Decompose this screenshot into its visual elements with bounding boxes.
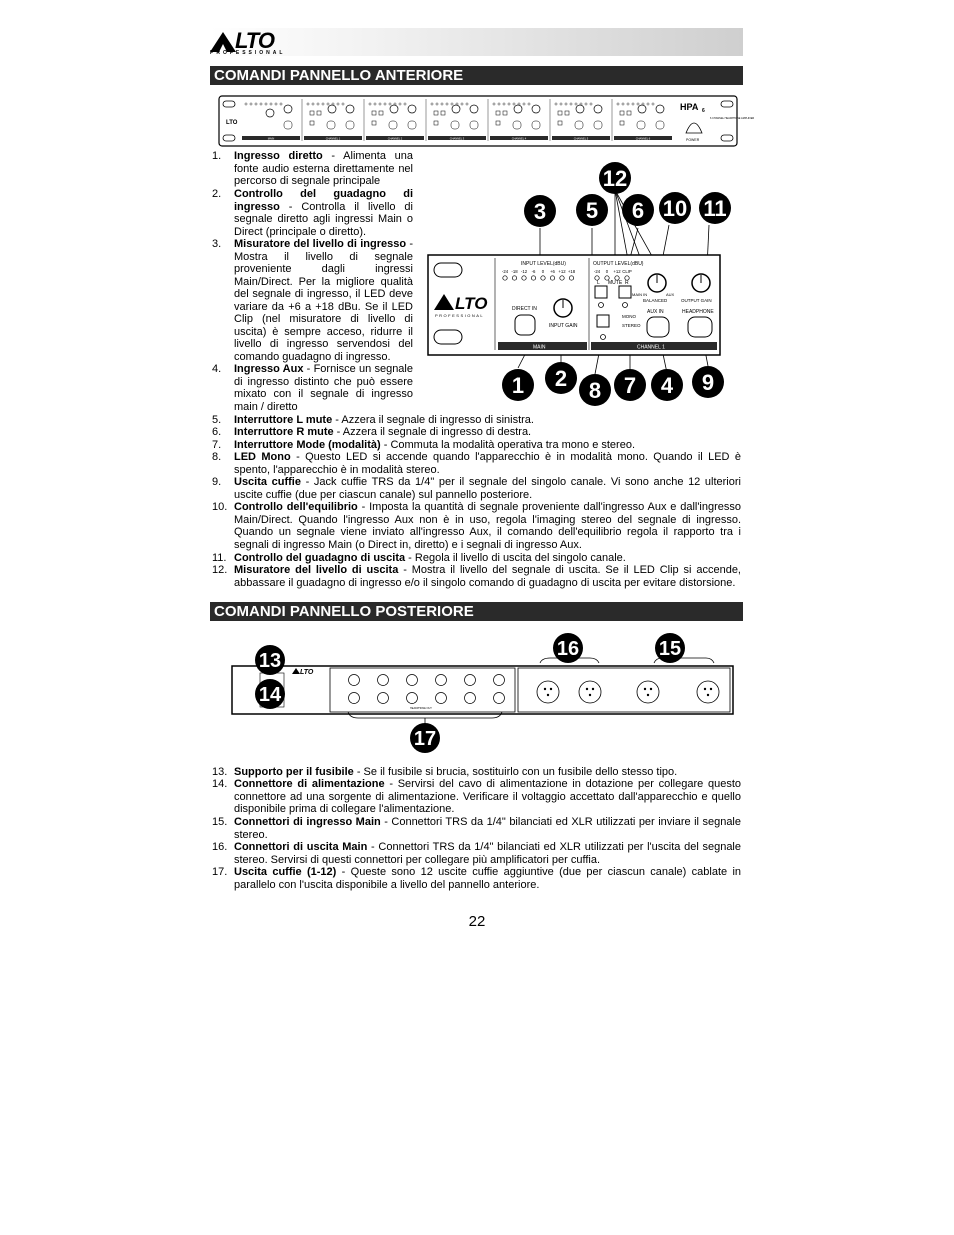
item-number: 2. (212, 188, 222, 200)
item-number: 9. (212, 476, 222, 488)
input-gain-label: INPUT GAIN (549, 323, 578, 329)
front-section-title: COMANDI PANNELLO ANTERIORE (210, 66, 743, 85)
item-number: 14. (212, 778, 228, 790)
front-model-sub: 6 (702, 108, 705, 114)
front-side-text: 6 CHANNEL HEADPHONE AMPLIFIER (710, 117, 755, 120)
stereo-label: STEREO (622, 323, 641, 328)
rear-panel-figure (230, 632, 735, 767)
svg-text:LTO: LTO (300, 669, 314, 676)
item-title: Connettori di uscita Main (234, 841, 368, 853)
mute-label: MUTE (608, 280, 623, 286)
callout-number: 2 (554, 366, 568, 391)
item-text (234, 501, 741, 551)
item-number: 1. (212, 150, 222, 162)
logo-triangle-icon (210, 32, 236, 52)
front-channel-label: CHANNEL 3 (449, 137, 465, 141)
item-description: - Imposta la quantità di segnale proveniente dall'ingresso Aux e dall'ingresso Main/Direct. Quando l'ingresso Aux non è in uso, regola l'imaging stereo del segnale di ingresso. Quando un segnale viene inviato all'ingresso Aux, il comando dell'equilibrio regola il rapporto tra i segnali di ingresso Main (o Direct in, diretto) e i segnali di ingresso Aux. (234, 501, 742, 551)
item-title: Ingresso Aux (234, 363, 304, 375)
item-number: 5. (212, 414, 222, 426)
front-channel-label: CHANNEL 2 (387, 137, 403, 141)
item-title: Controllo dell'equilibrio (234, 501, 358, 513)
item-text (234, 841, 741, 866)
item-title: Misuratore del livello di ingresso (234, 238, 407, 250)
item-description: - Azzera il segnale di ingresso di destra. (333, 426, 532, 438)
logo-sub: PROFESSIONAL (210, 50, 286, 56)
item-number: 7. (212, 439, 222, 451)
item-text (234, 414, 741, 427)
callout-number: 13 (258, 650, 282, 672)
detail-panel-figure (425, 160, 745, 410)
item-description: - Fornisce un segnale di ingresso distinto che può essere mixato con il segnale di ingresso main / diretto (234, 363, 413, 413)
item-description: - Mostra il livello di segnale proveniente dagli ingressi Main/Direct. Per la migliore qualità del segnale di ingresso, il LED deve variare da +6 a +18 dBu. Se il LED Clip (nel misuratore di livello di uscita) è sempre acceso, ridurre il livello di ingresso servendosi del comando guadagno di ingresso. (234, 238, 413, 363)
item-title: Uscita cuffie (1-12) (234, 866, 337, 878)
item-text (234, 451, 741, 476)
output-tick-label: -24 (593, 269, 601, 274)
item-text (234, 238, 413, 363)
callout-number: 15 (658, 638, 682, 660)
item-description: - Alimenta una fonte audio esterna direttamente nel percorso di segnale principale (234, 150, 413, 187)
item-title: Connettori di ingresso Main (234, 816, 381, 828)
item-title: Interruttore R mute (234, 426, 334, 438)
item-title: LED Mono (234, 451, 291, 463)
header-bar (210, 28, 743, 56)
front-model-label: HPA (680, 102, 699, 112)
callout-number: 17 (413, 728, 437, 750)
svg-text:PROFESSIONAL: PROFESSIONAL (435, 313, 485, 318)
output-tick-label: +12 (613, 269, 621, 274)
channel-label: CHANNEL 1 (637, 344, 665, 351)
item-text (234, 426, 741, 439)
item-description: - Regola il livello di uscita del singolo canale. (405, 552, 626, 564)
item-number: 6. (212, 426, 222, 438)
callout-number: 4 (660, 373, 674, 398)
item-number: 12. (212, 564, 228, 576)
page-number: 22 (468, 913, 486, 930)
item-description: - Se il fusibile si brucia, sostituirlo con un fusibile dello stesso tipo. (353, 766, 678, 778)
item-number: 10. (212, 501, 228, 513)
callout-number: 8 (588, 378, 602, 403)
item-description: - Questo LED si accende quando l'apparecchio è in modalità mono. Quando il LED è spento, l'apparecchio è in modalità stereo. (234, 451, 741, 476)
callout-number: 9 (701, 370, 715, 395)
main-label: MAIN (533, 344, 546, 351)
item-number: 4. (212, 363, 222, 375)
item-title: Interruttore L mute (234, 414, 333, 426)
output-tick-label: 0 (605, 269, 609, 274)
item-text (234, 778, 741, 816)
callout-number: 10 (662, 196, 688, 221)
callout-number: 12 (602, 166, 628, 191)
rear-section-title: COMANDI PANNELLO POSTERIORE (210, 602, 743, 621)
item-description: - Jack cuffie TRS da 1/4" per il segnale del singolo canale. Vi sono anche 12 ulteriori uscite cuffie (due per ciascun canale) sul pannello posteriore. (234, 476, 741, 501)
item-description: - Azzera il segnale di ingresso di sinistra. (332, 414, 534, 426)
item-text (234, 363, 413, 413)
front-panel-figure (218, 95, 755, 147)
item-text (234, 476, 741, 501)
item-description: - Connettori TRS da 1/4" bilanciati ed XLR utilizzati per inviare il segnale stereo. (234, 816, 741, 841)
callout-number: 5 (585, 198, 599, 223)
front-channel-label: MAIN (267, 137, 275, 141)
item-text (234, 866, 741, 891)
item-description: - Commuta la modalità operativa tra mono e stereo. (380, 439, 636, 451)
callout-number: 1 (511, 373, 525, 398)
item-title: Supporto per il fusibile (234, 766, 354, 778)
front-channel-label: CHANNEL 4 (511, 137, 527, 141)
item-text (234, 150, 413, 188)
item-text (234, 766, 741, 779)
input-tick-label: -24 (501, 269, 509, 274)
mono-label: MONO (622, 314, 636, 319)
output-gain-label: OUTPUT GAIN (681, 298, 712, 303)
item-number: 16. (212, 841, 228, 853)
l-mute-label: L (597, 280, 600, 286)
item-text (234, 439, 741, 452)
main-in-label: MAIN IN (632, 292, 648, 297)
item-title: Connettore di alimentazione (234, 778, 385, 790)
rear-headphone-out-label: HEADPHONE OUT (410, 707, 432, 710)
item-title: Controllo del guadagno di ingresso (234, 188, 413, 213)
item-number: 3. (212, 238, 222, 250)
item-description: - Queste sono 12 uscite cuffie aggiuntive (due per ciascun canale) cablate in parallelo con l'uscita disponibile a livello del pannello anteriore. (234, 866, 742, 891)
item-number: 11. (212, 552, 227, 564)
svg-text:LTO: LTO (455, 294, 488, 313)
input-level-label: INPUT LEVEL(dBU) (521, 261, 566, 267)
direct-in-label[interactable]: DIRECT IN (512, 306, 537, 312)
alto-logo (210, 30, 300, 56)
balanced-label: BALANCED (643, 298, 668, 303)
callout-number: 16 (556, 638, 580, 660)
item-text (234, 816, 741, 841)
r-mute-label: R (625, 280, 629, 286)
input-tick-label: +6 (550, 269, 555, 274)
item-number: 8. (212, 451, 222, 463)
output-tick-label: CLIP (622, 269, 632, 274)
item-title: Uscita cuffie (234, 476, 301, 488)
item-title: Misuratore del livello di uscita (234, 564, 399, 576)
item-text (234, 188, 413, 238)
input-tick-label: +18 (567, 269, 576, 274)
input-tick-label: -6 (531, 269, 536, 274)
front-channel-label: CHANNEL 6 (635, 137, 651, 141)
aux-in-label: AUX IN (647, 309, 664, 315)
item-title: Ingresso diretto (234, 150, 323, 162)
item-title: Controllo del guadagno di uscita (234, 552, 406, 564)
front-channel-label: CHANNEL 1 (325, 137, 341, 141)
callout-number: 14 (258, 684, 282, 706)
l-mute-switch[interactable] (595, 286, 607, 298)
front-brand-small: LTO (226, 120, 238, 126)
mode-switch[interactable] (597, 315, 609, 327)
item-description: - Controlla il livello di segnale diretto agli ingressi Main o Direct (principale o diretto). (234, 200, 413, 238)
logo-word: LTO (235, 28, 274, 53)
item-number: 13. (212, 766, 228, 778)
item-description: - Mostra il livello del segnale di uscita. Se il LED Clip si accende, abbassare il guadagno di ingresso e/o il singolo comando di guadagno di uscita per evitare distorsione. (234, 564, 741, 589)
callout-number: 11 (703, 196, 727, 221)
callout-number: 3 (533, 199, 547, 224)
front-channel-label: CHANNEL 5 (573, 137, 589, 141)
item-number: 17. (212, 866, 228, 878)
item-number: 15. (212, 816, 228, 828)
front-power-label: POWER (686, 138, 700, 142)
callout-number: 6 (631, 198, 645, 223)
item-description: - Servirsi del cavo di alimentazione in dotazione per collegare questo connettore ad una sorgente di alimentazione. Verificare il voltaggio accettato dall'apparecchio e quello disponibile prima di collegare l'alimentazione. (234, 778, 741, 815)
input-tick-label: -18 (511, 269, 518, 274)
item-description: - Connettori TRS da 1/4" bilanciati ed XLR utilizzati per l'uscita del segnale stereo. Servirsi di questi connettori per collegare più amplificatori per cuffia. (234, 841, 741, 866)
headphone-label: HEADPHONE (682, 309, 714, 315)
input-tick-label: 0 (541, 269, 545, 274)
r-mute-switch[interactable] (619, 286, 631, 298)
item-title: Interruttore Mode (modalità) (234, 439, 381, 451)
input-tick-label: +12 (558, 269, 566, 274)
output-level-label: OUTPUT LEVEL(dBU) (593, 261, 644, 267)
item-text (234, 564, 741, 589)
callout-number: 7 (623, 373, 637, 398)
input-tick-label: -12 (520, 269, 528, 274)
aux-label: AUX (666, 292, 675, 297)
item-text (234, 552, 741, 565)
